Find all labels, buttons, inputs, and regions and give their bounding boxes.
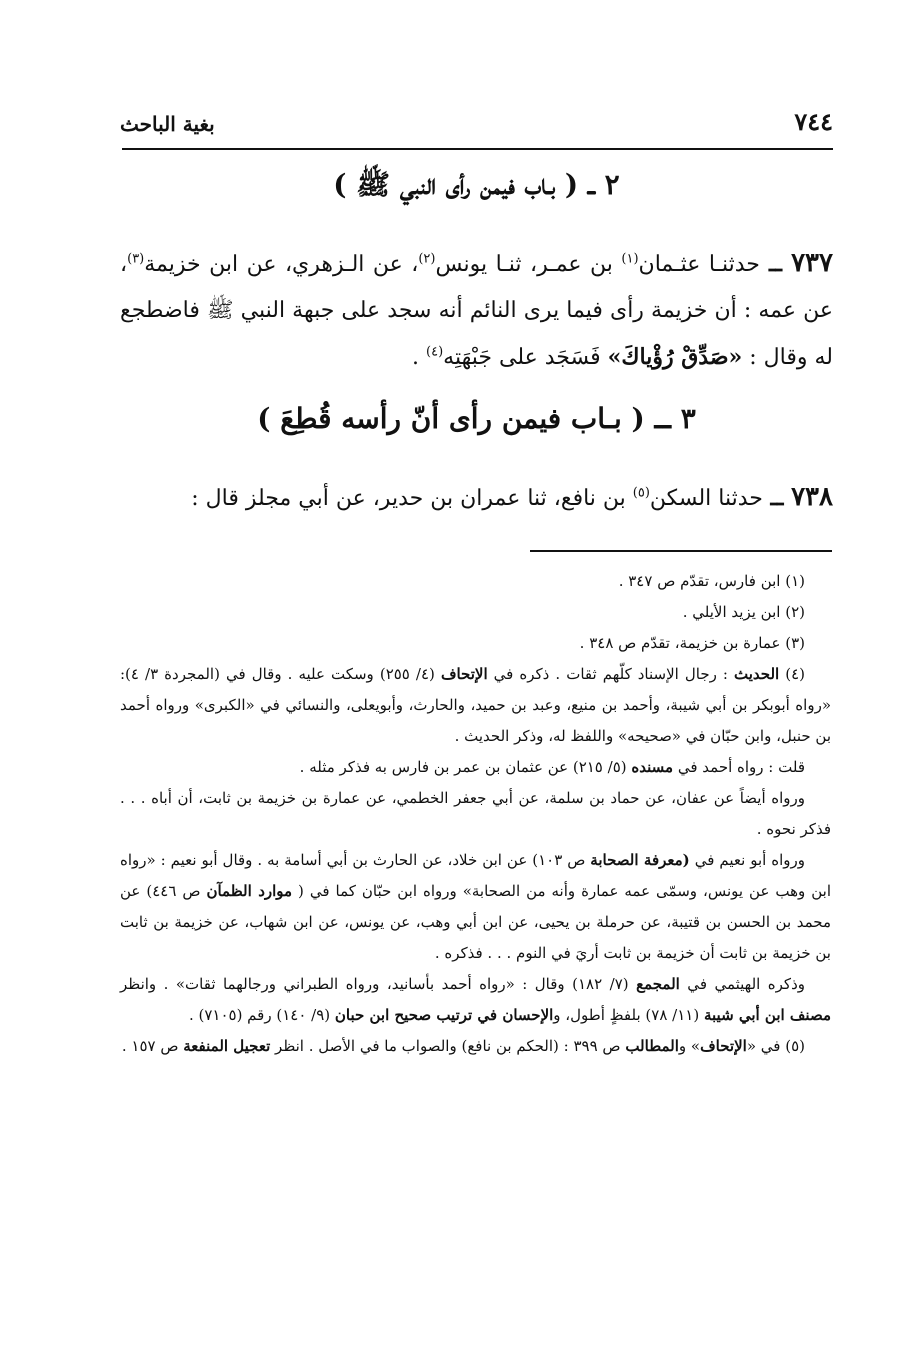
hadith-text: حدثنـا عثـمان [638,252,760,277]
hadith-dash: ــ [759,251,792,277]
footnote-text: : رجال الإسناد كلّهم ثقات . ذكره في [487,665,734,683]
footnote-4-para [120,752,831,783]
footnote-text: ص ٤٤٦) عن محمد بن الحسن بن قتيبة، عن حرملة بن يحيى، عن ابن أبي وهب، عن يونس، عن ابن شهاب، عن خزيمة بن ثابت بن خزيمة بن ثابت أن خزيمة بن ثابت أريَ في النوم . . . فذكره . [120,882,831,962]
footnote-text: (٥/ ٢١٥) عن عثمان بن عمر بن فارس به فذكر مثله . [299,758,632,776]
running-header [120,96,833,136]
footnote-2: (٢) ابن يزيد الأيلي . [682,603,805,621]
footnote-bold: الإتحاف [700,1037,747,1055]
footnote-ref: (١) [621,251,639,267]
header-rule [122,148,833,150]
footnote-text: (٤/ ٢٥٥) وسكت عليه . وقال في (المجردة ٣/ ٤): «رواه أبوبكر بن أبي شيبة، وأحمد بن منيع، وعبد بن حميد، والحارث، وأبويعلى، والنسائي في «الكبرى» ورواه أحمد بن حنبل، وابن حبّان في «صحيحه» واللفظ له، وذكر الحديث . [120,665,831,745]
footnote-bold: الإحسان في ترتيب صحيح ابن حبان [334,1006,554,1024]
hadith-text: . [412,345,427,370]
hadith-737 [120,240,833,381]
footnote-text: ص ١٠٣) عن ابن خلاد، عن الحارث بن أبي أسامة به . وقال أبو نعيم : «رواه ابن وهب عن يونس، وسمّى عمه عمارة وأنه من الصحابة» ورواه ابن حبّان كما في ( [120,851,831,900]
hadith-number: ٧٣٧ [791,248,833,278]
footnote-bold: مصنف ابن أبي شيبة [703,1006,831,1024]
footnote-bold: (معرفة الصحابة [590,851,690,869]
footnote-4 [120,659,831,752]
footnote-4-para [120,969,831,1031]
footnote-text: (٤) [779,665,806,683]
footnote-1: (١) ابن فارس، تقدّم ص ٣٤٧ . [618,572,805,590]
hadith-text: فَسَجَد على جَبْهَتِه [443,345,608,370]
footnote-bold: المطالب [625,1037,679,1055]
hadith-number: ٧٣٨ [791,482,833,512]
page-number: ٧٤٤ [794,107,833,136]
hadith-text: بن نافع، ثنا عمران بن حدير، عن أبي مجلز قال : [191,486,633,511]
footnote-bold: المجمع [636,975,680,993]
prophet-quote: «صَدِّقْ رُؤْياكَ» [607,344,743,370]
hadith-text: بن عمـر، ثنـا يونس [435,252,622,277]
chapter-heading-2: ٢ ــ ( بـاب فيمن رأى النبي ﷺ ) [333,168,620,201]
footnote-ref: (٣) [127,251,145,267]
chapter-heading-3: ٣ ــ ( بـاب فيمن رأى أنّ رأسه قُطِعَ ) [257,402,696,435]
footnotes [120,566,831,1062]
hadith-text: ، عن الـزهري، عن ابن خزيمة [144,252,419,277]
footnote-text: ص ٣٩٩ : (الحكم بن نافع) والصواب ما في الأصل . انظر [270,1037,626,1055]
footnote-text: (٥) في « [746,1037,805,1055]
footnote-text: (٩/ ١٤٠) رقم (٧١٠٥) . [188,1006,335,1024]
footnote-4-para [120,845,831,969]
footnote-text: ورواه أبو نعيم في [689,851,806,869]
footnote-text: (٧/ ١٨٢) وقال : «رواه أحمد بأسانيد، ورواه الطبراني ورجالهما ثقات» . وانظر [120,975,637,993]
footnote-bold: الحديث [734,665,780,683]
book-title: بغية الباحث [120,112,215,136]
footnote-bold: الإتحاف [440,665,488,683]
footnote-text: ص ١٥٧ . [121,1037,184,1055]
hadith-text: ، عن عمه : أن خزيمة رأى فيما يرى النائم أنه سجد على جبهة النبي ﷺ فاضطجع له وقال : [120,252,833,370]
footnote-separator [530,550,832,552]
footnote-ref: (٥) [632,485,650,501]
footnote-text: » و [678,1037,701,1055]
footnote-bold: تعجيل المنفعة [183,1037,271,1055]
hadith-dash: ــ [762,485,792,511]
footnote-text: (١١/ ٧٨) بلفظٍ أطول، و [553,1006,704,1024]
footnote-bold: موارد الظمآن [206,882,293,900]
footnote-5 [120,1031,831,1062]
footnote-4-para: ورواه أيضاً عن عفان، عن حماد بن سلمة، عن أبي جعفر الخطمي، عن عمارة بن خزيمة بن ثابت، أن أباه . . . فذكر نحوه . [120,789,831,838]
footnote-ref: (٤) [426,344,444,360]
hadith-738 [120,474,833,522]
footnote-ref: (٢) [418,251,436,267]
footnote-3: (٣) عمارة بن خزيمة، تقدّم ص ٣٤٨ . [579,634,805,652]
footnote-bold: مسنده [631,758,674,776]
hadith-text: حدثنا السكن [649,486,763,511]
footnote-text: وذكره الهيثمي في [679,975,805,993]
footnote-text: قلت : رواه أحمد في [673,758,805,776]
